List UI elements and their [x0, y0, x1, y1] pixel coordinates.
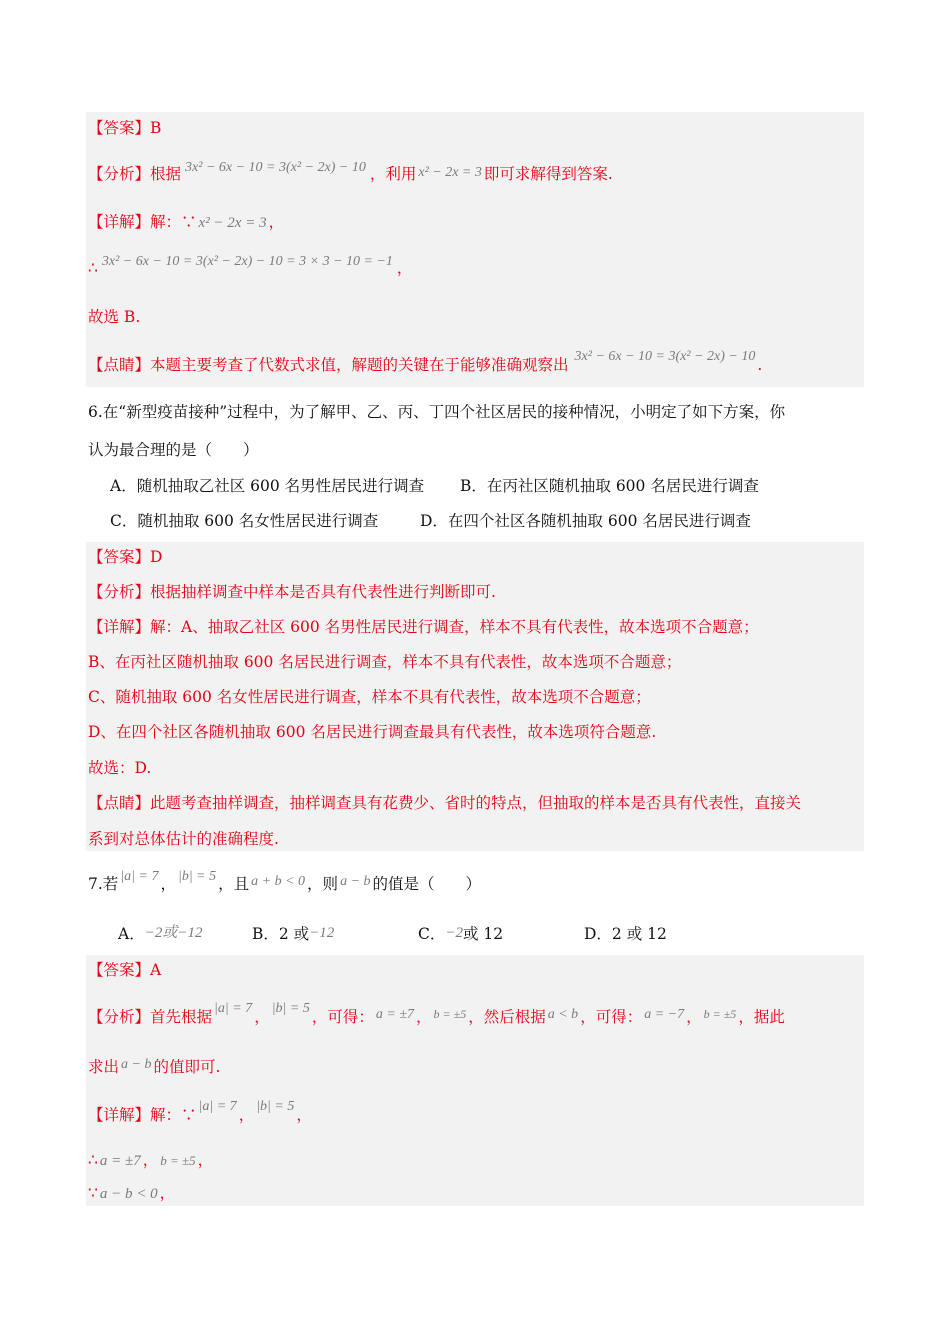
formula: −12: [309, 925, 335, 941]
formula: −2: [445, 925, 463, 941]
formula: a = −7: [644, 1007, 685, 1022]
detail-label: 【详解】: [88, 1106, 151, 1124]
formula: 3x² − 6x − 10 = 3(x² − 2x) − 10 = 3 × 3 − 10 = −1: [101, 254, 393, 269]
formula: 3x² − 6x − 10 = 3(x² − 2x) − 10: [185, 160, 366, 175]
formula: a < b: [547, 1007, 579, 1022]
q6-option-a: A．随机抽取乙社区 600 名男性居民进行调查: [110, 477, 425, 495]
q7-answer: 【答案】A: [88, 961, 162, 979]
formula: |a| = 7: [120, 869, 159, 884]
q5-detail-line1: 【详解】解：∵ x² − 2x = 3 ，: [88, 213, 285, 231]
q6-detail-line3: C、随机抽取 600 名女性居民进行调查，样本不具有代表性，故本选项不合题意；: [88, 688, 651, 706]
q7-option-d: D．2 或 12: [584, 925, 667, 943]
formula: a = ±7: [375, 1007, 415, 1022]
q5-answer: 【答案】B: [88, 119, 162, 137]
q7-analysis-line1: 【分析】首先根据 |a| = 7 ， |b| = 5 ，可得： a = ±7 ， $^{b = \pm 5}$ ，然后根据 a < b ，可得： a = −7 ， $^{b = \pm 5}$ ，据此: [88, 1001, 785, 1026]
q5-choose: 故选 B.: [88, 308, 141, 326]
formula: |b| = 5: [256, 1099, 295, 1114]
q7-detail-line2: ∴ a = ±7 ， b = ±5 ，: [88, 1151, 214, 1169]
formula: x² − 2x = 3: [198, 215, 267, 231]
q6-comment-line1: 【点睛】此题考查抽样调查，抽样调查具有花费少、省时的特点，但抽取的样本是否具有代表性，直接关: [88, 794, 802, 812]
q6-option-c: C．随机抽取 600 名女性居民进行调查: [110, 512, 379, 530]
q6-stem-line1: 6.在“新型疫苗接种”过程中，为了解甲、乙、丙、丁四个社区居民的接种情况，小明定了如下方案，你: [88, 403, 786, 421]
q5-detail-line2: ∴ 3x² − 6x − 10 = 3(x² − 2x) − 10 = 3 × 3 − 10 = −1 ，: [88, 254, 413, 277]
q7-option-c: C．−2或 12: [418, 925, 504, 943]
formula: 3x² − 6x − 10 = 3(x² − 2x) − 10: [574, 349, 756, 364]
detail-label: 【详解】: [88, 213, 151, 231]
formula: a = ±7: [99, 1153, 141, 1169]
q6-answer: 【答案】D: [88, 548, 163, 566]
formula: b = ±5: [160, 1153, 196, 1168]
formula: b = ±5: [703, 1007, 737, 1021]
q7-detail-line3: ∵ a − b < 0 ，: [88, 1184, 176, 1202]
q6-detail-line4: D、在四个社区各随机抽取 600 名居民进行调查最具有代表性，故本选项符合题意.: [88, 723, 657, 741]
q5-comment: 【点睛】本题主要考查了代数式求值，解题的关键在于能够准确观察出 3x² − 6x − 10 = 3(x² − 2x) − 10 .: [88, 349, 763, 374]
formula: |a| = 7: [198, 1099, 237, 1114]
formula: a − b < 0: [99, 1186, 158, 1202]
q6-choose: 故选：D.: [88, 759, 152, 777]
formula: a − b: [340, 874, 371, 889]
analysis-label: 【分析】: [88, 165, 151, 183]
q6-detail-line2: B、在丙社区随机抽取 600 名居民进行调查，样本不具有代表性，故本选项不合题意；: [88, 653, 682, 671]
formula: x² − 2x = 3: [418, 165, 482, 180]
formula: a + b < 0: [251, 874, 306, 889]
q6-detail-line1: 【详解】解：A、抽取乙社区 600 名男性居民进行调查，样本不具有代表性，故本选项不合题意；: [88, 618, 759, 636]
q6-option-b: B．在丙社区随机抽取 600 名居民进行调查: [460, 477, 759, 495]
q7-stem: 7.若 |a| = 7 ， |b| = 5 ，且 a + b < 0 ，则 a − b 的值是（ ）: [88, 869, 482, 893]
comment-label: 【点睛】: [88, 356, 151, 374]
analysis-label: 【分析】: [88, 1008, 151, 1026]
formula: b = ±5: [433, 1007, 467, 1021]
q7-option-a: A．−2或−12: [118, 925, 203, 943]
q7-detail-line1: 【详解】解：∵ |a| = 7 ， |b| = 5 ，: [88, 1099, 312, 1124]
formula: |b| = 5: [271, 1001, 310, 1016]
therefore-symbol: ∴: [88, 259, 98, 277]
q7-analysis-line2: 求出 a − b 的值即可.: [88, 1057, 221, 1076]
formula: a − b: [121, 1057, 152, 1072]
formula: |b| = 5: [177, 869, 217, 884]
q6-stem-line2: 认为最合理的是（ ）: [88, 441, 259, 459]
q7-option-b: B．2 或−12: [252, 925, 335, 943]
formula: |a| = 7: [214, 1001, 253, 1016]
q6-analysis: 【分析】根据抽样调查中样本是否具有代表性进行判断即可.: [88, 583, 496, 601]
q5-analysis: 【分析】根据 3x² − 6x − 10 = 3(x² − 2x) − 10 ，利用 x² − 2x = 3 即可求解得到答案.: [88, 160, 613, 183]
q6-option-d: D．在四个社区各随机抽取 600 名居民进行调查: [420, 512, 751, 530]
q6-comment-line2: 系到对总体估计的准确程度.: [88, 830, 279, 848]
formula: −2或−12: [144, 925, 203, 941]
